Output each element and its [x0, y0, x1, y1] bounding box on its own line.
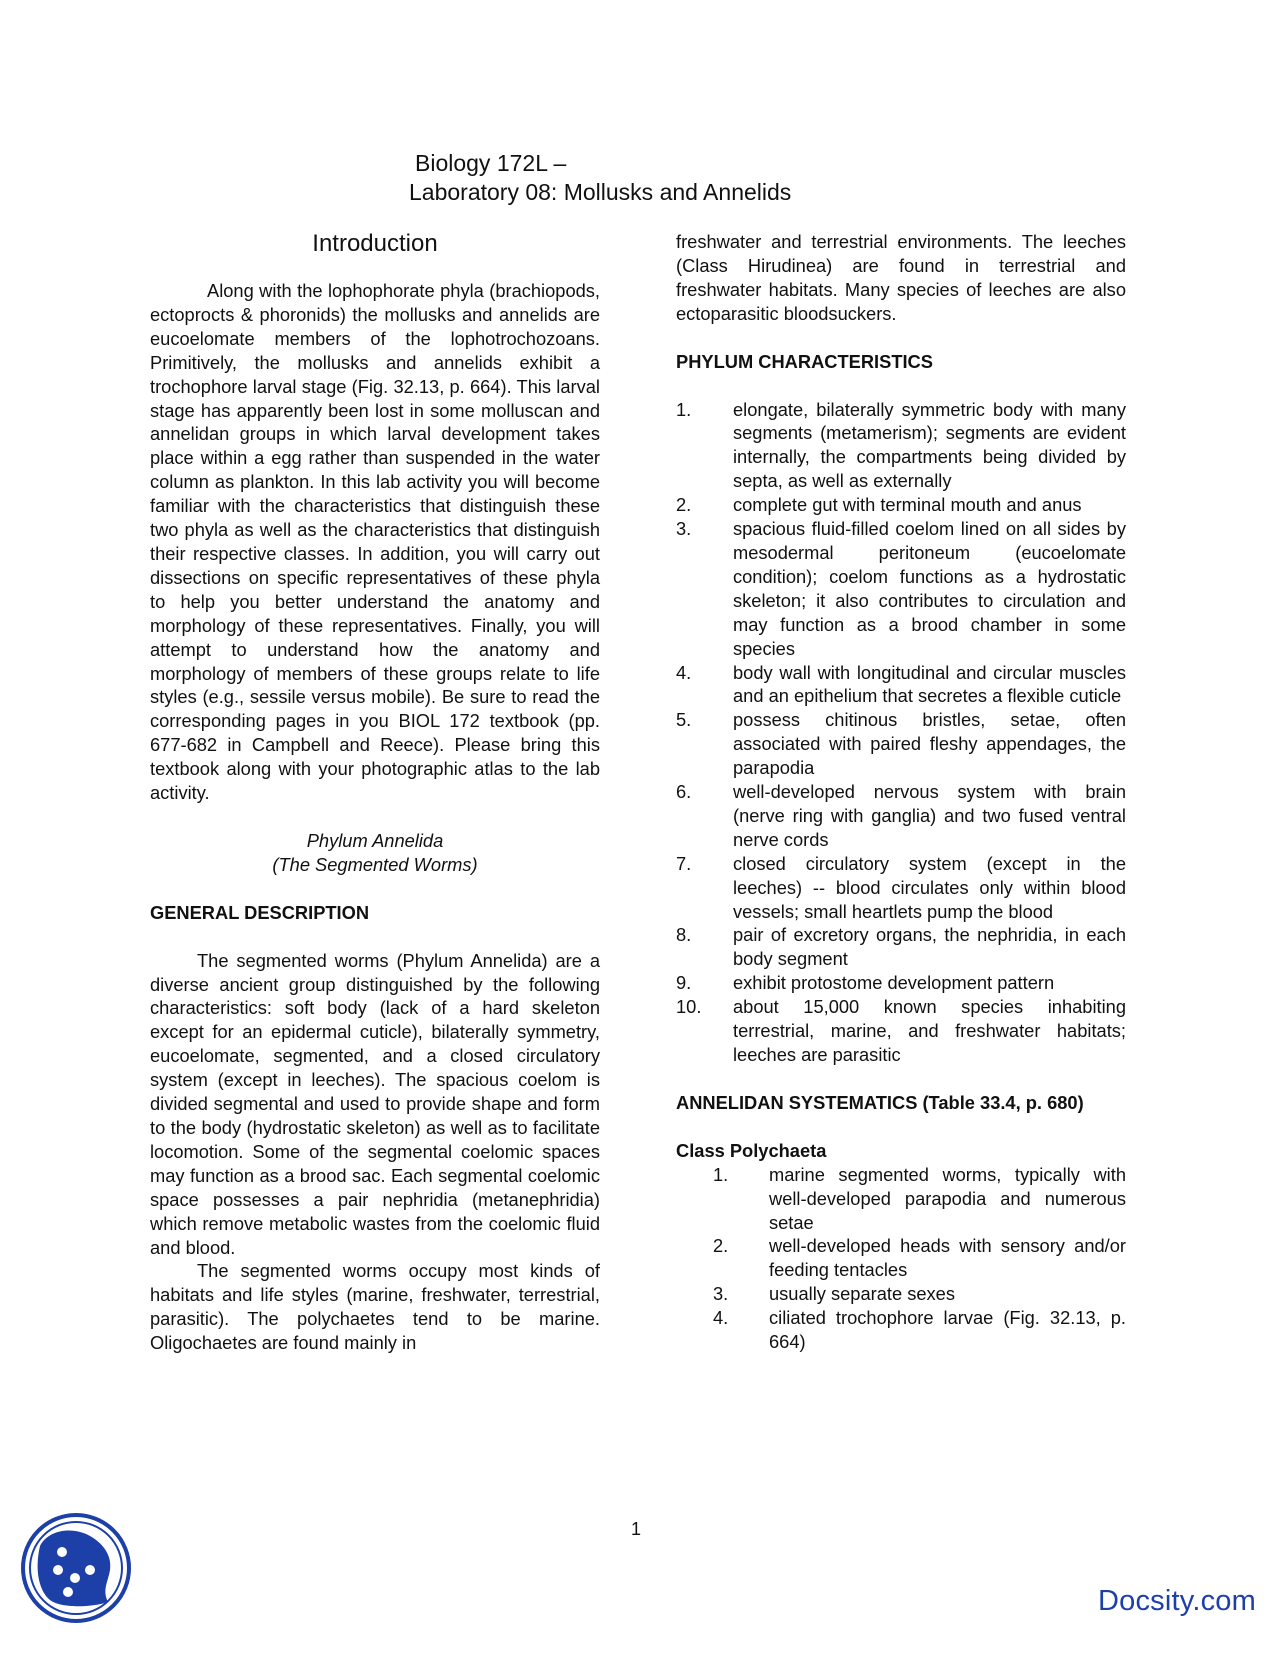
list-item — [676, 780, 1126, 852]
list-item — [676, 923, 1126, 971]
phylum-common-name: (The Segmented Worms) — [272, 853, 478, 875]
right-column — [676, 230, 1126, 1354]
list-item-number: 9. — [676, 972, 692, 994]
class-polychaeta-list — [676, 1163, 1126, 1354]
document-title-line2: Laboratory 08: Mollusks and Annelids — [409, 179, 792, 205]
docsity-logo-icon — [20, 1512, 132, 1624]
phylum-name: Phylum Annelida — [306, 829, 444, 851]
left-column — [150, 228, 600, 1355]
list-item-number: 3. — [713, 1283, 729, 1305]
general-description-heading: GENERAL DESCRIPTION — [150, 901, 370, 923]
class-polychaeta-heading: Class Polychaeta — [676, 1139, 827, 1161]
list-item-number: 10. — [676, 996, 702, 1018]
list-item-text: elongate, bilaterally symmetric body with many segments (metamerism); segments are evident internally, the compartments being divided by septa, as well as externally — [733, 398, 1126, 492]
phylum-title — [150, 829, 600, 877]
list-item-number: 8. — [676, 924, 692, 946]
continuation-paragraph: freshwater and terrestrial environments. The leeches (Class Hirudinea) are found in terrestrial and freshwater habitats. Many species of leeches are also ectoparasitic bloodsuckers. — [676, 231, 1126, 324]
list-item-number: 1. — [713, 1163, 729, 1185]
phylum-characteristics-list — [676, 398, 1126, 1067]
general-description-paragraph-2: The segmented worms occupy most kinds of habitats and life styles (marine, freshwater, terrestrial, parasitic). The polychaetes tend to be marine. Oligochaetes are found mainly in — [150, 1260, 600, 1354]
list-item — [676, 1282, 1126, 1306]
docsity-brand-link[interactable]: Docsity.com — [1098, 1585, 1256, 1617]
list-item-text: exhibit protostome development pattern — [733, 972, 1055, 994]
list-item-text: usually separate sexes — [769, 1283, 955, 1305]
list-item-text: about 15,000 known species inhabiting terrestrial, marine, and freshwater habitats; leeches are parasitic — [733, 996, 1126, 1065]
list-item-text: marine segmented worms, typically with well-developed parapodia and numerous setae — [769, 1163, 1126, 1233]
list-item — [676, 661, 1126, 709]
list-item-number: 7. — [676, 852, 692, 874]
list-item — [676, 1234, 1126, 1282]
list-item — [676, 852, 1126, 924]
list-item-text: possess chitinous bristles, setae, often associated with paired fleshy appendages, the parapodia — [733, 709, 1126, 779]
list-item — [676, 708, 1126, 780]
list-item-text: spacious fluid-filled coelom lined on all sides by mesodermal peritoneum (eucoelomate condition); coelom functions as a hydrostatic skeleton; it also contributes to circulation and may function as a brood chamber in some species — [733, 518, 1126, 659]
phylum-characteristics-heading: PHYLUM CHARACTERISTICS — [676, 350, 933, 372]
document-title-line1: Biology 172L – — [415, 150, 567, 176]
list-item-number: 1. — [676, 398, 692, 420]
list-item-number: 3. — [676, 518, 692, 540]
list-item-text: pair of excretory organs, the nephridia, in each body segment — [733, 924, 1126, 970]
list-item-text: closed circulatory system (except in the leeches) -- blood circulates only within blood vessels; small heartlets pump the blood — [733, 852, 1126, 922]
list-item — [676, 398, 1126, 494]
introduction-paragraph: Along with the lophophorate phyla (brachiopods, ectoprocts & phoronids) the mollusks and annelids are eucoelomate members of the lophotrochozoans. Primitively, the mollusks and annelids exhibit a trochophore larval stage (Fig. 32.13, p. 664). This larval stage has apparently been lost in some molluscan and annelidan groups in which larval development takes place within a egg rather than suspended in the water column as plankton. In this lab activity you will become familiar with the characteristics that distinguish these two phyla as well as the characteristics that distinguish their respective classes. In addition, you will carry out dissections on specific representatives of these phyla to help you better understand the anatomy and morphology of these representatives. Finally, you will attempt to understand how the anatomy and morphology of members of these groups relate to life styles (e.g., sessile versus mobile). Be sure to read the corresponding pages in you BIOL 172 textbook (pp. 677-682 in Campbell and Reece). Please bring this textbook along with your photographic atlas to the lab activity. — [150, 280, 600, 804]
list-item — [676, 1306, 1126, 1354]
list-item-number: 6. — [676, 781, 692, 803]
list-item-number: 5. — [676, 709, 692, 731]
list-item-number: 2. — [713, 1235, 729, 1257]
list-item — [676, 517, 1126, 660]
list-item-text: body wall with longitudinal and circular muscles and an epithelium that secretes a flexible cuticle — [733, 661, 1126, 707]
page-number: 1 — [631, 1519, 642, 1539]
list-item-text: ciliated trochophore larvae (Fig. 32.13, p. 664) — [769, 1307, 1126, 1353]
general-description-paragraph-1: The segmented worms (Phylum Annelida) are a diverse ancient group distinguished by the following characteristics: soft body (lack of a hard skeleton except for an epidermal cuticle), bilaterally symmetry, eucoelomate, segmented, and a closed circulatory system (except in leeches). The spacious coelom is divided segmental and used to provide shape and form to the body (hydrostatic skeleton) as well as to facilitate locomotion. Some of the segmental coelomic spaces may function as a brood sac. Each segmental coelomic space possesses a pair nephridia (metanephridia) which remove metabolic wastes from the coelomic fluid and blood. — [150, 949, 600, 1258]
list-item-text: well-developed nervous system with brain (nerve ring with ganglia) and two fused ventral nerve cords — [733, 781, 1126, 850]
list-item-text: complete gut with terminal mouth and anus — [733, 494, 1082, 516]
list-item — [676, 995, 1126, 1067]
introduction-heading: Introduction — [312, 230, 438, 257]
annelidan-systematics-heading: ANNELIDAN SYSTEMATICS (Table 33.4, p. 680) — [676, 1091, 1084, 1113]
list-item — [676, 493, 1126, 517]
list-item — [676, 1163, 1126, 1235]
list-item — [676, 971, 1126, 995]
list-item-text: well-developed heads with sensory and/or feeding tentacles — [769, 1235, 1126, 1281]
list-item-number: 2. — [676, 494, 692, 516]
list-item-number: 4. — [676, 661, 692, 683]
list-item-number: 4. — [713, 1307, 729, 1329]
